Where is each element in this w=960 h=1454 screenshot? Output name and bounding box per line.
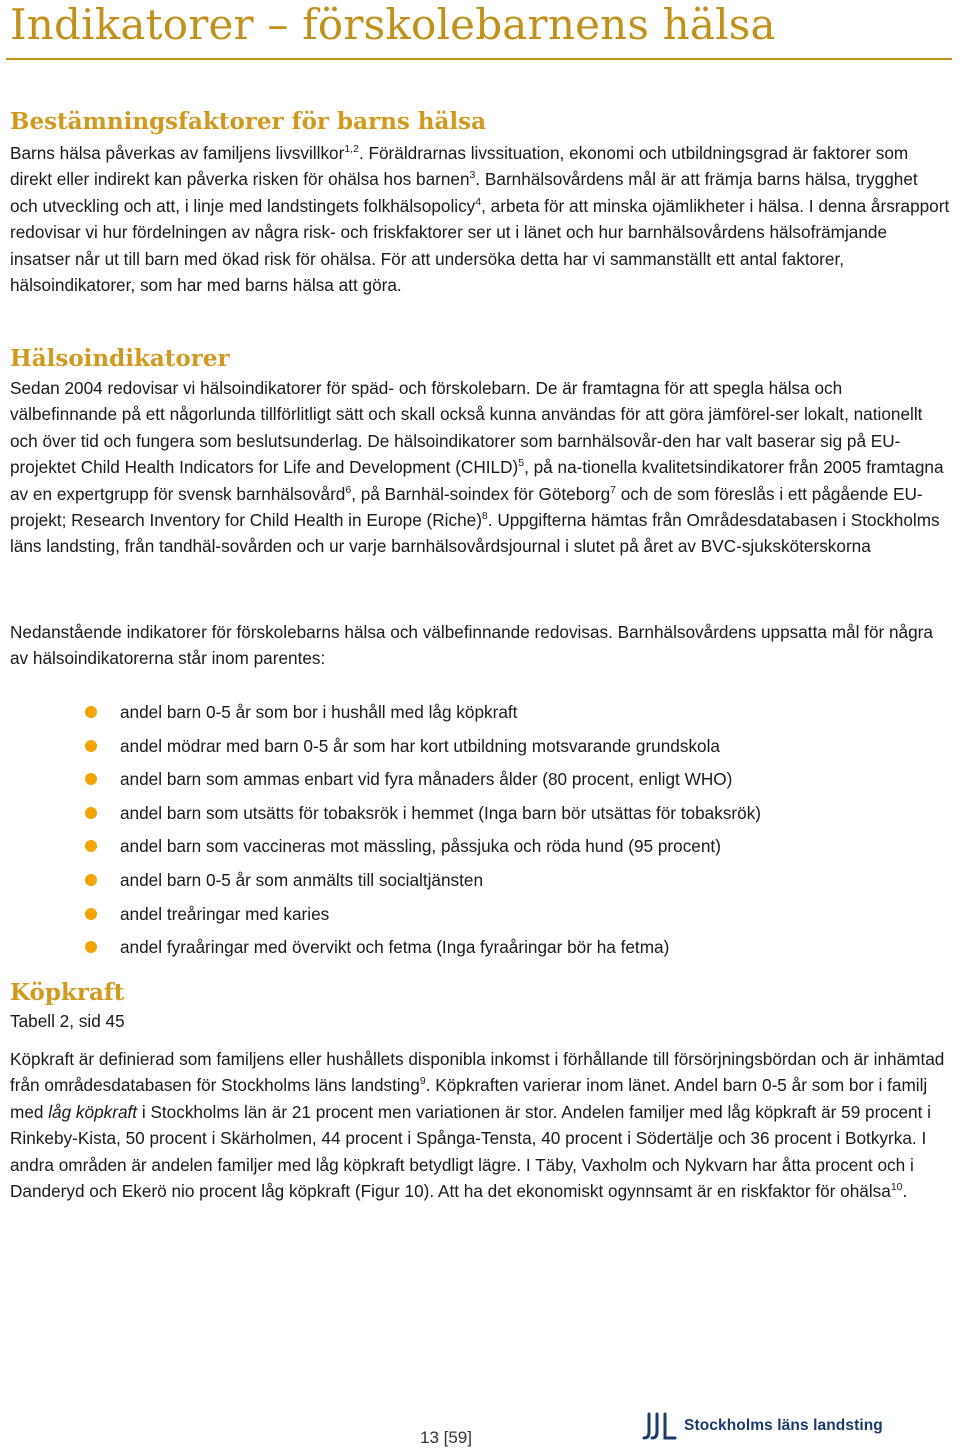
page-number: 13 [59] (420, 1428, 472, 1447)
list-item: andel mödrar med barn 0-5 år som har kort utbildning motsvarande grundskola (84, 730, 944, 764)
section-heading-bestamningsfaktorer: Bestämningsfaktorer för barns hälsa (10, 108, 487, 135)
bullet-icon (85, 908, 97, 920)
indicator-list (84, 696, 944, 965)
sll-logo (642, 1408, 883, 1444)
sll-logo-icon (642, 1412, 678, 1440)
list-item: andel barn 0-5 år som anmälts till socialtjänsten (84, 864, 944, 898)
footnote-ref: 4 (475, 195, 482, 208)
list-item: andel barn 0-5 år som bor i hushåll med låg köpkraft (84, 696, 944, 730)
paragraph-kopkraft: Köpkraft är definierad som familjens eller hushållets disponibla inkomst i förhållande till försörjningsbördan och är inhämtad från områdesdatabasen för Stockholms läns landsting$^9$. Köpkraften varierar inom länet. Andel barn 0-5 år som bor i familj med låg köpkraft i Stockholms län är 21 procent men variationen är stor. Andelen familjer med låg köpkraft är 59 procent i Rinkeby-Kista, 50 procent i Skärholmen, 44 procent i Spånga-Tensta, 40 procent i Södertälje och 36 procent i Botkyrka. I andra områden är andelen familjer med låg köpkraft betydligt lägre. I Täby, Vaxholm och Nykvarn har åtta procent och i Danderyd och Ekerö nio procent låg köpkraft (Figur 10). Att ha det ekonomiskt ogynnsamt är en riskfaktor för ohälsa$^{10}$. (10, 1049, 945, 1202)
bullet-icon (85, 740, 97, 752)
section-heading-halsoindikatorer: Hälsoindikatorer (10, 345, 230, 372)
page-title: Indikatorer – förskolebarnens hälsa (10, 0, 776, 49)
list-item: andel barn som utsätts för tobaksrök i hemmet (Inga barn bör utsättas för tobaksrök) (84, 797, 944, 831)
list-item: andel barn som ammas enbart vid fyra månaders ålder (80 procent, enligt WHO) (84, 763, 944, 797)
footnote-ref: 3 (469, 169, 476, 182)
paragraph-bestamningsfaktorer: Barns hälsa påverkas av familjens livsvillkor$^{1,2}$. Föräldrarnas livssituation, ekonomi och utbildningsgrad är faktorer som direkt eller indirekt kan påverka risken för ohälsa hos barnen$^3$. Barnhälsovårdens mål är att främja barns hälsa, trygghet och utveckling och att, i linje med landstingets folkhälsopolicy$^4$, arbeta för att minska ojämlikheter i hälsa. I denna årsrapport redovisar vi hur fördelningen av några risk- och friskfaktorer ser ut i länet och hur barnhälsovårdens hälsofrämjande insatser når ut till barn med ökad risk för ohälsa. För att undersöka detta har vi sammanställt ett antal faktorer, hälsoindikatorer, som har med barns hälsa att göra. (10, 143, 950, 296)
footnote-ref: 8 (481, 510, 488, 523)
bullet-icon (85, 773, 97, 785)
section-heading-kopkraft: Köpkraft (10, 979, 125, 1006)
footnote-ref: 9 (419, 1075, 426, 1088)
list-item: andel barn som vaccineras mot mässling, påssjuka och röda hund (95 procent) (84, 830, 944, 864)
list-item: andel fyraåringar med övervikt och fetma (Inga fyraåringar bör ha fetma) (84, 931, 944, 965)
logo-text: Stockholms läns landsting (684, 1417, 883, 1434)
paragraph-indicator-intro: Nedanstående indikatorer för förskolebarns hälsa och välbefinnande redovisas. Barnhälsovårdens uppsatta mål för några av hälsoindikatorerna står inom parentes: (10, 622, 933, 669)
bullet-icon (85, 874, 97, 886)
footnote-ref: 7 (610, 483, 616, 496)
paragraph-halsoindikatorer: Sedan 2004 redovisar vi hälsoindikatorer för späd- och förskolebarn. De är framtagna för att spegla hälsa och välbefinnande på ett någorlunda tillförlitligt sätt och skall också kunna användas för att göra jämförel-ser lokalt, nationellt och över tid och fungera som beslutsunderlag. De hälsoindikatorer som barnhälsovår-den har valt baserar sig på EU-projektet Child Health Indicators for Life and Development (CHILD)$^5$, på na-tionella kvalitetsindikatorer från 2005 framtagna av en expertgrupp för svensk barnhälsovård$^6$, på Barnhäl-soindex för Göteborg$^7$ och de som föreslås i ett pågående EU-projekt; Research Inventory for Child Health in Europe (Riche)$^8$. Uppgifterna hämtas från Områdesdatabasen i Stockholms läns landsting, från tandhäl-sovården och ur varje barnhälsovårdsjournal i slutet på året av BVC-sjuksköterskorna (10, 378, 944, 557)
footnote-ref: 1,2 (344, 143, 359, 155)
footnote-ref: 6 (345, 483, 352, 496)
bullet-icon (85, 807, 97, 819)
footnote-ref: 5 (518, 457, 525, 470)
bullet-icon (85, 840, 97, 852)
bullet-icon (85, 706, 97, 718)
list-item: andel treåringar med karies (84, 898, 944, 932)
bullet-icon (85, 941, 97, 953)
footnote-ref: 10 (890, 1181, 903, 1194)
title-divider (6, 58, 952, 60)
table-reference: Tabell 2, sid 45 (10, 1011, 125, 1031)
